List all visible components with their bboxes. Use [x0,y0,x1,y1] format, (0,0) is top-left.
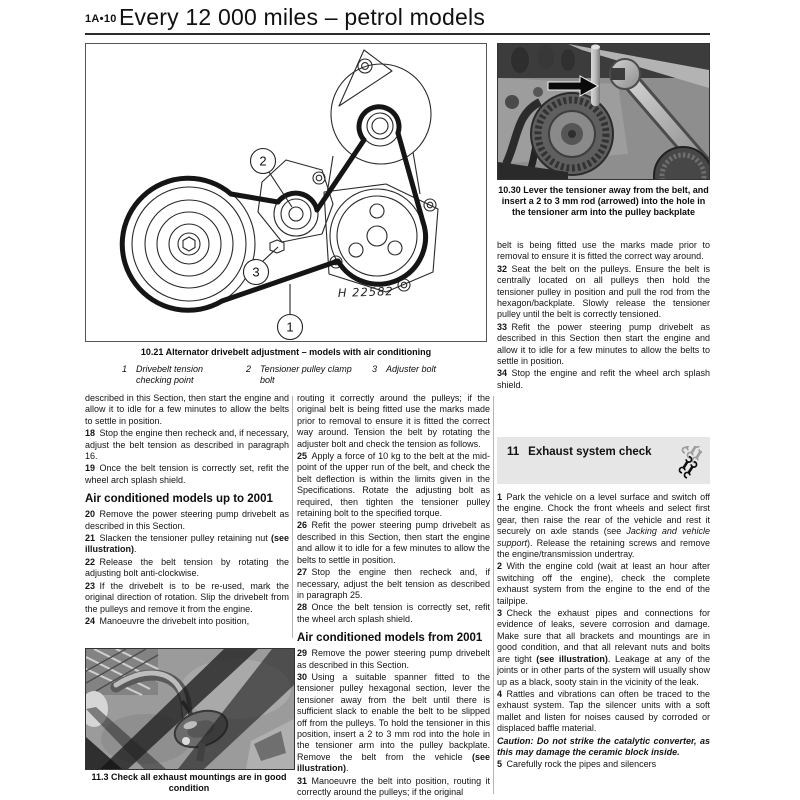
paragraph-number: 3 [497,608,507,619]
paragraph [85,557,289,580]
photo-exhaust-mounting [85,648,295,770]
paragraph-text: Using a suitable spanner fitted to the tensioner pulley hexagonal section, lever the tensioner away from the belt until there is sufficient slack to enable the belt to be slipped off from the pulleys. To hold the tensioner in this position, insert a 2 to 3 mm rod into the hole in the tensioner arm into the pulley backplate. Remove the belt from the vehicle [297,671,490,762]
paragraph-text: Stop the engine then recheck and, if necessary, adjust the belt tension as described in paragraph 16. [85,428,289,462]
paragraph [297,451,490,519]
section-number: 11 [507,446,520,458]
paragraph-text: described in this Section, then start the engine and allow it to idle for a few minutes to allow the belts to settle in position. [85,393,289,426]
paragraph-text: Stop the engine and refit the wheel arch splash shield. [497,368,710,390]
paragraph-text: Refit the power steering pump drivebelt as described in this Section, then start the engine and allow it to idle for a few minutes to allow the belts to settle in position. [297,520,490,565]
paragraph-text: Caution: Do not strike the catalytic converter, as this may damage the ceramic block inside. [497,735,710,757]
paragraph-number: 34 [497,368,512,379]
paragraph-number: 33 [497,321,512,332]
paragraph-number: 32 [497,263,512,274]
legend-number: 2 [246,364,252,374]
paragraph-number: 18 [85,428,100,439]
callout-3: 3 [252,264,260,280]
paragraph-number: 21 [85,533,100,544]
paragraph [497,240,710,263]
paragraph [85,509,289,532]
paragraph [297,672,490,775]
paragraph [85,616,289,627]
paragraph-number: 23 [85,580,100,591]
photo-tensioner-caption: 10.30 Lever the tensioner away from the belt, and insert a 2 to 3 mm rod (arrowed) into the hole in the tensioner arm into the pulley backplate [498,185,709,217]
page-number: 1A•10 [85,13,117,25]
legend-item-3 [372,364,482,375]
callout-2: 2 [259,153,267,169]
paragraph-text: Rattles and vibrations can often be traced to the exhaust system. Tap the silencer units with a soft mallet and listen for noises caused by corroded or displaced baffle material. [497,688,710,734]
paragraph [497,759,710,770]
paragraph-text: Apply a force of 10 kg to the belt at the mid-point of the upper run of the belt, and check the belt deflection is within the limits given in the Specifications. Rotate the adjusting bolt as required, then tighten the tensioner pulley retaining bolt to the specified torque. [297,451,490,519]
paragraph [297,648,490,671]
callout-1: 1 [286,319,294,335]
column-right-top [497,240,710,432]
paragraph-text: Remove the power steering pump drivebelt as described in this Section. [297,648,490,670]
section-title: Exhaust system check [528,446,652,458]
subsection-heading: Air conditioned models from 2001 [297,632,483,645]
paragraph-text: . [134,544,137,555]
paragraph [297,776,490,799]
paragraph-text: Once the belt tension is correctly set, refit the wheel arch splash shield. [297,602,490,624]
paragraph-text: . Leakage at any of the joints or in other parts of the system will usually show up as a black, sooty stain in the vicinity of the leak. [497,653,710,687]
paragraph [497,561,710,607]
tensioner-photo-art [498,44,709,179]
figure-diagram-caption: 10.21 Alternator drivebelt adjustment – models with air conditioning [140,347,432,357]
paragraph-number: 24 [85,615,100,626]
paragraph-number: 31 [297,775,312,786]
paragraph-number: 25 [297,451,312,462]
paragraph-number: 1 [497,492,507,502]
photo-exhaust-caption: 11.3 Check all exhaust mountings are in good condition [91,772,287,793]
paragraph [497,368,710,391]
paragraph [497,322,710,368]
column-left [85,393,289,645]
column-divider-right [493,396,494,794]
callout-markers [244,149,303,340]
legend-label: Tensioner pulley clamp bolt [260,364,352,385]
paragraph-number: 26 [297,520,312,531]
paragraph [85,463,289,486]
paragraph [297,520,490,566]
paragraph-text: Seat the belt on the pulleys. Ensure the belt is centrally located on all pulleys then hold the tensioner pulley in position and pull the rod from the hexagon/backplate. Slowly release the tensioner pulley until the belt is correctly tensioned. [497,263,710,320]
difficulty-spanner-icon [668,446,702,486]
header-rule [85,33,710,35]
column-middle [297,393,490,800]
paragraph-text: (see illustration) [536,653,608,664]
paragraph-number: 20 [85,509,100,520]
drivebelt-path [122,107,425,311]
paragraph-text: (see illustration) [297,751,490,774]
paragraph-number: 30 [297,671,312,682]
legend-item-2 [246,364,368,385]
paragraph-text: Check the exhaust pipes and connections for evidence of leaks, severe corrosion and damage. Make sure that all brackets and mountings are in good condition, and that all relevant nuts and bolts are tight [497,608,710,664]
paragraph [497,689,710,735]
paragraph-text: Release the belt tension by rotating the adjusting bolt anti-clockwise. [85,556,289,579]
paragraph-text: ). Release the retaining screws and remove the engine/transmission undertray. [497,537,710,560]
legend-number: 1 [122,364,128,374]
paragraph-text: Stop the engine then recheck and, if necessary, adjust the belt tension as described in paragraph 25. [297,567,490,600]
paragraph [85,428,289,462]
paragraph-text: With the engine cold (wait at least an hour after switching off the engine), check the complete exhaust system from the engine to the end of the tailpipe. [497,561,710,606]
paragraph-text: . [346,763,349,774]
column-right-bottom [497,492,710,800]
legend-label: Drivebelt tension checking point [136,364,204,385]
figure-drivebelt-diagram [85,43,487,342]
paragraph [297,602,490,625]
page-title: Every 12 000 miles – petrol models [119,4,486,30]
drivebelt-line-art [86,44,486,341]
photo-tensioner-lever [497,43,710,180]
exhaust-photo-art [86,649,294,769]
paragraph-number: 4 [497,688,507,699]
paragraph [497,736,710,759]
section-heading [507,446,668,458]
paragraph-text: Park the vehicle on a level surface and switch off the engine. Chock the front wheels and select first gear, then raise the rear of the vehicle and rest it securely on axle stands (see [497,492,710,537]
paragraph [297,393,490,450]
legend-label: Adjuster bolt [386,364,437,374]
subsection-heading: Air conditioned models up to 2001 [85,493,273,506]
paragraph-number: 19 [85,463,100,474]
paragraph-text: Slacken the tensioner pulley retaining nut [99,533,271,544]
paragraph-number: 22 [85,556,100,567]
paragraph [85,393,289,427]
paragraph-text: Manoeuvre the belt into position, routing it correctly around the pulleys; if the original [297,775,490,797]
illustration-code: H 22582 [337,284,394,300]
paragraph [85,581,289,615]
paragraph-number: 29 [297,648,312,659]
paragraph [85,533,289,556]
paragraph [497,608,710,688]
paragraph-text: Once the belt tension is correctly set, refit the wheel arch splash shield. [85,463,289,485]
paragraph-text: If the drivebelt is to be re-used, mark the original direction of rotation. Slip the drivebelt from the pulleys and remove it from the engine. [85,580,289,614]
legend-item-1 [122,364,208,385]
paragraph-text: belt is being fitted use the marks made prior to removal to ensure it is fitted the correct way around. [497,240,710,262]
paragraph [297,567,490,601]
column-divider-left [292,396,293,638]
paragraph-number: 5 [497,759,507,770]
paragraph-text: (see illustration) [85,533,289,555]
paragraph-text: Carefully rock the pipes and silencers [506,759,657,770]
legend-number: 3 [372,364,378,374]
paragraph [497,492,710,560]
paragraph-text: Jacking and vehicle support [497,526,710,548]
paragraph-number: 2 [497,561,507,572]
paragraph [497,264,710,321]
paragraph-text: Refit the power steering pump drivebelt as described in this Section then start the engine and allow it to idle for a few minutes to allow the belts to settle in position. [497,321,710,367]
paragraph-number: 28 [297,602,312,613]
paragraph-text: Remove the power steering pump drivebelt as described in this Section. [85,509,289,531]
section-heading-box [497,437,710,484]
paragraph-number: 27 [297,567,312,578]
paragraph-text: routing it correctly around the pulleys; if the original belt is being fitted use the marks made prior to removal to ensure it is fitted the correct way around. Tension the belt by rotating the adjuster bolt and check the tension as follows. [297,393,490,449]
paragraph-text: Manoeuvre the drivebelt into position, [99,615,250,626]
